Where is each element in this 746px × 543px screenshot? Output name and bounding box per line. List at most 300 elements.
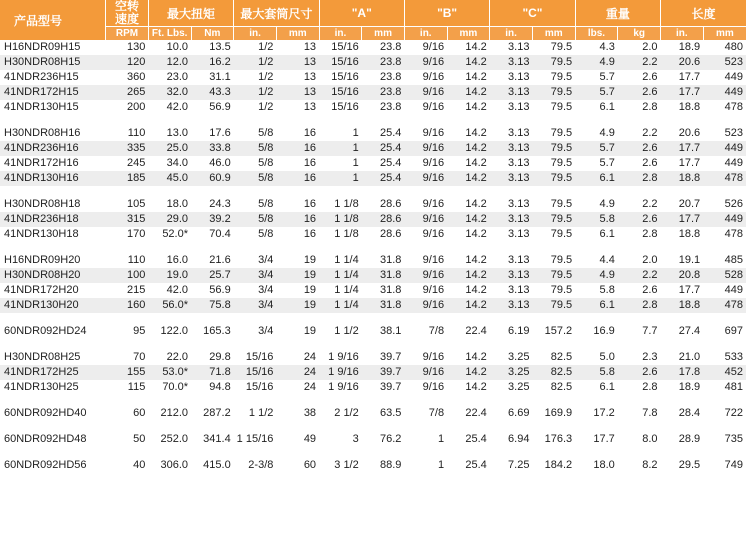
value-cell: 478 bbox=[703, 227, 746, 242]
value-cell: 45.0 bbox=[148, 171, 191, 186]
value-cell: 3.13 bbox=[490, 126, 533, 141]
value-cell: 31.8 bbox=[362, 253, 405, 268]
value-cell: 2.6 bbox=[618, 85, 661, 100]
value-cell: 31.1 bbox=[191, 70, 234, 85]
value-cell: 1 9/16 bbox=[319, 350, 362, 365]
group-spacer-cell bbox=[0, 395, 746, 406]
value-cell: 70 bbox=[106, 350, 149, 365]
value-cell: 6.1 bbox=[575, 171, 618, 186]
value-cell: 212.0 bbox=[148, 406, 191, 421]
value-cell: 5.8 bbox=[575, 212, 618, 227]
value-cell: 25.7 bbox=[191, 268, 234, 283]
value-cell: 82.5 bbox=[532, 380, 575, 395]
value-cell: 9/16 bbox=[404, 55, 447, 70]
model-cell: H16NDR09H15 bbox=[0, 40, 106, 55]
value-cell: 287.2 bbox=[191, 406, 234, 421]
value-cell: 14.2 bbox=[447, 126, 490, 141]
value-cell: 79.5 bbox=[532, 141, 575, 156]
value-cell: 3.13 bbox=[490, 283, 533, 298]
value-cell: 449 bbox=[703, 212, 746, 227]
value-cell: 14.2 bbox=[447, 227, 490, 242]
value-cell: 79.5 bbox=[532, 156, 575, 171]
value-cell: 18.8 bbox=[661, 227, 704, 242]
value-cell: 4.3 bbox=[575, 40, 618, 55]
value-cell: 3.13 bbox=[490, 55, 533, 70]
value-cell: 17.7 bbox=[661, 70, 704, 85]
value-cell: 14.2 bbox=[447, 380, 490, 395]
value-cell: 17.7 bbox=[661, 85, 704, 100]
unit-header: mm bbox=[447, 27, 490, 41]
value-cell: 452 bbox=[703, 365, 746, 380]
value-cell: 19 bbox=[276, 253, 319, 268]
value-cell: 6.69 bbox=[490, 406, 533, 421]
model-cell: 41NDR130H18 bbox=[0, 227, 106, 242]
unit-header: lbs. bbox=[575, 27, 618, 41]
value-cell: 15/16 bbox=[319, 40, 362, 55]
value-cell: 25.4 bbox=[447, 432, 490, 447]
value-cell: 20.8 bbox=[661, 268, 704, 283]
value-cell: 176.3 bbox=[532, 432, 575, 447]
value-cell: 16 bbox=[276, 141, 319, 156]
value-cell: 23.8 bbox=[362, 85, 405, 100]
table-row bbox=[0, 197, 746, 212]
group-spacer bbox=[0, 447, 746, 458]
table-row bbox=[0, 283, 746, 298]
value-cell: 335 bbox=[106, 141, 149, 156]
value-cell: 14.2 bbox=[447, 197, 490, 212]
value-cell: 110 bbox=[106, 253, 149, 268]
table-row bbox=[0, 406, 746, 421]
value-cell: 24 bbox=[276, 365, 319, 380]
table-row bbox=[0, 298, 746, 313]
value-cell: 5.8 bbox=[575, 283, 618, 298]
table-row bbox=[0, 70, 746, 85]
value-cell: 5/8 bbox=[234, 227, 277, 242]
value-cell: 115 bbox=[106, 380, 149, 395]
value-cell: 63.5 bbox=[362, 406, 405, 421]
value-cell: 3.13 bbox=[490, 227, 533, 242]
value-cell: 13.0 bbox=[148, 126, 191, 141]
value-cell: 1 1/8 bbox=[319, 197, 362, 212]
value-cell: 449 bbox=[703, 283, 746, 298]
table-row bbox=[0, 432, 746, 447]
value-cell: 16.9 bbox=[575, 324, 618, 339]
model-cell: 41NDR236H16 bbox=[0, 141, 106, 156]
value-cell: 34.0 bbox=[148, 156, 191, 171]
group-spacer-cell bbox=[0, 447, 746, 458]
value-cell: 23.8 bbox=[362, 55, 405, 70]
value-cell: 15/16 bbox=[319, 55, 362, 70]
value-cell: 1/2 bbox=[234, 40, 277, 55]
value-cell: 15/16 bbox=[234, 365, 277, 380]
model-cell: 41NDR130H15 bbox=[0, 100, 106, 115]
value-cell: 5.8 bbox=[575, 365, 618, 380]
value-cell: 5/8 bbox=[234, 212, 277, 227]
value-cell: 5.7 bbox=[575, 70, 618, 85]
value-cell: 1 1/4 bbox=[319, 298, 362, 313]
value-cell: 40 bbox=[106, 458, 149, 473]
value-cell: 15/16 bbox=[234, 380, 277, 395]
value-cell: 7.25 bbox=[490, 458, 533, 473]
value-cell: 14.2 bbox=[447, 253, 490, 268]
value-cell: 3/4 bbox=[234, 268, 277, 283]
group-spacer-cell bbox=[0, 115, 746, 126]
value-cell: 79.5 bbox=[532, 197, 575, 212]
model-cell: 41NDR236H18 bbox=[0, 212, 106, 227]
value-cell: 46.0 bbox=[191, 156, 234, 171]
value-cell: 18.0 bbox=[575, 458, 618, 473]
value-cell: 15/16 bbox=[319, 100, 362, 115]
value-cell: 20.7 bbox=[661, 197, 704, 212]
value-cell: 13 bbox=[276, 55, 319, 70]
model-cell: 60NDR092HD40 bbox=[0, 406, 106, 421]
value-cell: 2.2 bbox=[618, 55, 661, 70]
value-cell: 3.13 bbox=[490, 212, 533, 227]
table-header bbox=[0, 0, 746, 40]
value-cell: 3.13 bbox=[490, 298, 533, 313]
value-cell: 9/16 bbox=[404, 253, 447, 268]
value-cell: 7/8 bbox=[404, 324, 447, 339]
value-cell: 79.5 bbox=[532, 253, 575, 268]
value-cell: 31.8 bbox=[362, 298, 405, 313]
value-cell: 5/8 bbox=[234, 171, 277, 186]
table-row bbox=[0, 268, 746, 283]
value-cell: 13 bbox=[276, 100, 319, 115]
value-cell: 14.2 bbox=[447, 350, 490, 365]
value-cell: 14.2 bbox=[447, 212, 490, 227]
value-cell: 15/16 bbox=[234, 350, 277, 365]
value-cell: 360 bbox=[106, 70, 149, 85]
unit-header: in. bbox=[319, 27, 362, 41]
model-cell: 60NDR092HD24 bbox=[0, 324, 106, 339]
table-row bbox=[0, 55, 746, 70]
value-cell: 3 bbox=[319, 432, 362, 447]
value-cell: 42.0 bbox=[148, 283, 191, 298]
value-cell: 5/8 bbox=[234, 197, 277, 212]
value-cell: 6.94 bbox=[490, 432, 533, 447]
value-cell: 157.2 bbox=[532, 324, 575, 339]
table-row bbox=[0, 324, 746, 339]
value-cell: 29.8 bbox=[191, 350, 234, 365]
value-cell: 130 bbox=[106, 40, 149, 55]
value-cell: 24 bbox=[276, 380, 319, 395]
value-cell: 105 bbox=[106, 197, 149, 212]
value-cell: 79.5 bbox=[532, 268, 575, 283]
value-cell: 9/16 bbox=[404, 268, 447, 283]
value-cell: 21.0 bbox=[661, 350, 704, 365]
value-cell: 7.8 bbox=[618, 406, 661, 421]
value-cell: 110 bbox=[106, 126, 149, 141]
value-cell: 25.4 bbox=[362, 156, 405, 171]
value-cell: 56.0* bbox=[148, 298, 191, 313]
value-cell: 3.13 bbox=[490, 85, 533, 100]
value-cell: 2.8 bbox=[618, 227, 661, 242]
value-cell: 415.0 bbox=[191, 458, 234, 473]
value-cell: 1 bbox=[319, 141, 362, 156]
value-cell: 1 bbox=[404, 458, 447, 473]
value-cell: 3/4 bbox=[234, 253, 277, 268]
value-cell: 49 bbox=[276, 432, 319, 447]
value-cell: 9/16 bbox=[404, 40, 447, 55]
value-cell: 165.3 bbox=[191, 324, 234, 339]
value-cell: 22.4 bbox=[447, 324, 490, 339]
value-cell: 95 bbox=[106, 324, 149, 339]
value-cell: 79.5 bbox=[532, 85, 575, 100]
value-cell: 306.0 bbox=[148, 458, 191, 473]
header-c: "C" bbox=[490, 0, 575, 27]
value-cell: 15/16 bbox=[319, 70, 362, 85]
value-cell: 79.5 bbox=[532, 100, 575, 115]
value-cell: 22.0 bbox=[148, 350, 191, 365]
value-cell: 200 bbox=[106, 100, 149, 115]
value-cell: 9/16 bbox=[404, 171, 447, 186]
value-cell: 16 bbox=[276, 171, 319, 186]
value-cell: 33.8 bbox=[191, 141, 234, 156]
value-cell: 82.5 bbox=[532, 365, 575, 380]
value-cell: 19.0 bbox=[148, 268, 191, 283]
value-cell: 3 1/2 bbox=[319, 458, 362, 473]
value-cell: 2.6 bbox=[618, 156, 661, 171]
value-cell: 2 1/2 bbox=[319, 406, 362, 421]
header-max-socket: 最大套筒尺寸 bbox=[234, 0, 319, 27]
value-cell: 2.3 bbox=[618, 350, 661, 365]
value-cell: 2.8 bbox=[618, 380, 661, 395]
value-cell: 2.2 bbox=[618, 126, 661, 141]
value-cell: 9/16 bbox=[404, 141, 447, 156]
value-cell: 22.4 bbox=[447, 406, 490, 421]
value-cell: 9/16 bbox=[404, 350, 447, 365]
value-cell: 17.8 bbox=[661, 365, 704, 380]
value-cell: 17.7 bbox=[661, 283, 704, 298]
value-cell: 341.4 bbox=[191, 432, 234, 447]
value-cell: 20.6 bbox=[661, 55, 704, 70]
value-cell: 1 9/16 bbox=[319, 365, 362, 380]
value-cell: 17.7 bbox=[575, 432, 618, 447]
value-cell: 29.5 bbox=[661, 458, 704, 473]
value-cell: 120 bbox=[106, 55, 149, 70]
value-cell: 94.8 bbox=[191, 380, 234, 395]
header-free-speed-line2: 速度 bbox=[115, 12, 140, 26]
value-cell: 1 1/8 bbox=[319, 227, 362, 242]
value-cell: 169.9 bbox=[532, 406, 575, 421]
value-cell: 2.0 bbox=[618, 40, 661, 55]
value-cell: 25.4 bbox=[362, 141, 405, 156]
value-cell: 2.8 bbox=[618, 171, 661, 186]
value-cell: 79.5 bbox=[532, 55, 575, 70]
model-cell: H30NDR08H20 bbox=[0, 268, 106, 283]
value-cell: 13 bbox=[276, 85, 319, 100]
value-cell: 722 bbox=[703, 406, 746, 421]
value-cell: 3.25 bbox=[490, 365, 533, 380]
value-cell: 3.13 bbox=[490, 40, 533, 55]
value-cell: 25.4 bbox=[362, 171, 405, 186]
value-cell: 2.2 bbox=[618, 268, 661, 283]
value-cell: 13.5 bbox=[191, 40, 234, 55]
value-cell: 215 bbox=[106, 283, 149, 298]
value-cell: 1 1/4 bbox=[319, 268, 362, 283]
value-cell: 9/16 bbox=[404, 100, 447, 115]
value-cell: 10.0 bbox=[148, 40, 191, 55]
value-cell: 3.25 bbox=[490, 380, 533, 395]
value-cell: 1 15/16 bbox=[234, 432, 277, 447]
value-cell: 29.0 bbox=[148, 212, 191, 227]
value-cell: 75.8 bbox=[191, 298, 234, 313]
group-spacer-cell bbox=[0, 421, 746, 432]
table-row bbox=[0, 380, 746, 395]
header-max-torque: 最大扭矩 bbox=[148, 0, 233, 27]
value-cell: 1 1/2 bbox=[234, 406, 277, 421]
value-cell: 52.0* bbox=[148, 227, 191, 242]
table-row bbox=[0, 141, 746, 156]
value-cell: 76.2 bbox=[362, 432, 405, 447]
value-cell: 5/8 bbox=[234, 156, 277, 171]
value-cell: 19 bbox=[276, 324, 319, 339]
unit-header: in. bbox=[234, 27, 277, 41]
value-cell: 478 bbox=[703, 100, 746, 115]
header-model: 产品型号 bbox=[0, 0, 106, 40]
value-cell: 3.13 bbox=[490, 156, 533, 171]
value-cell: 100 bbox=[106, 268, 149, 283]
value-cell: 6.1 bbox=[575, 380, 618, 395]
value-cell: 478 bbox=[703, 171, 746, 186]
value-cell: 88.9 bbox=[362, 458, 405, 473]
value-cell: 14.2 bbox=[447, 55, 490, 70]
unit-header: in. bbox=[661, 27, 704, 41]
value-cell: 3.25 bbox=[490, 350, 533, 365]
value-cell: 31.8 bbox=[362, 283, 405, 298]
group-spacer bbox=[0, 115, 746, 126]
value-cell: 2.0 bbox=[618, 253, 661, 268]
value-cell: 39.7 bbox=[362, 350, 405, 365]
value-cell: 449 bbox=[703, 70, 746, 85]
table-row bbox=[0, 40, 746, 55]
value-cell: 3.13 bbox=[490, 141, 533, 156]
value-cell: 1/2 bbox=[234, 85, 277, 100]
table-row bbox=[0, 350, 746, 365]
value-cell: 14.2 bbox=[447, 141, 490, 156]
value-cell: 6.19 bbox=[490, 324, 533, 339]
value-cell: 79.5 bbox=[532, 298, 575, 313]
table-row bbox=[0, 85, 746, 100]
value-cell: 79.5 bbox=[532, 126, 575, 141]
value-cell: 6.1 bbox=[575, 100, 618, 115]
group-spacer bbox=[0, 242, 746, 253]
value-cell: 265 bbox=[106, 85, 149, 100]
value-cell: 14.2 bbox=[447, 283, 490, 298]
value-cell: 14.2 bbox=[447, 40, 490, 55]
value-cell: 28.6 bbox=[362, 197, 405, 212]
value-cell: 3.13 bbox=[490, 100, 533, 115]
model-cell: 41NDR172H20 bbox=[0, 283, 106, 298]
value-cell: 14.2 bbox=[447, 171, 490, 186]
value-cell: 38 bbox=[276, 406, 319, 421]
value-cell: 1 bbox=[319, 171, 362, 186]
value-cell: 1 1/2 bbox=[319, 324, 362, 339]
value-cell: 32.0 bbox=[148, 85, 191, 100]
value-cell: 9/16 bbox=[404, 380, 447, 395]
value-cell: 79.5 bbox=[532, 171, 575, 186]
group-spacer bbox=[0, 186, 746, 197]
value-cell: 9/16 bbox=[404, 156, 447, 171]
value-cell: 21.6 bbox=[191, 253, 234, 268]
unit-header: in. bbox=[490, 27, 533, 41]
table-row bbox=[0, 171, 746, 186]
model-cell: H30NDR08H15 bbox=[0, 55, 106, 70]
value-cell: 7.7 bbox=[618, 324, 661, 339]
value-cell: 17.7 bbox=[661, 156, 704, 171]
value-cell: 23.8 bbox=[362, 70, 405, 85]
value-cell: 449 bbox=[703, 85, 746, 100]
unit-header: in. bbox=[404, 27, 447, 41]
value-cell: 485 bbox=[703, 253, 746, 268]
value-cell: 79.5 bbox=[532, 212, 575, 227]
unit-header: kg bbox=[618, 27, 661, 41]
value-cell: 5.0 bbox=[575, 350, 618, 365]
table-body bbox=[0, 40, 746, 473]
value-cell: 1 bbox=[319, 156, 362, 171]
model-cell: 41NDR172H25 bbox=[0, 365, 106, 380]
table-row bbox=[0, 253, 746, 268]
value-cell: 170 bbox=[106, 227, 149, 242]
model-cell: H30NDR08H25 bbox=[0, 350, 106, 365]
value-cell: 5/8 bbox=[234, 126, 277, 141]
value-cell: 18.8 bbox=[661, 298, 704, 313]
value-cell: 9/16 bbox=[404, 70, 447, 85]
value-cell: 28.9 bbox=[661, 432, 704, 447]
value-cell: 3.13 bbox=[490, 268, 533, 283]
value-cell: 2-3/8 bbox=[234, 458, 277, 473]
value-cell: 39.7 bbox=[362, 380, 405, 395]
value-cell: 449 bbox=[703, 141, 746, 156]
value-cell: 25.0 bbox=[148, 141, 191, 156]
model-cell: 41NDR130H16 bbox=[0, 171, 106, 186]
value-cell: 17.7 bbox=[661, 212, 704, 227]
value-cell: 245 bbox=[106, 156, 149, 171]
value-cell: 79.5 bbox=[532, 227, 575, 242]
value-cell: 526 bbox=[703, 197, 746, 212]
value-cell: 28.6 bbox=[362, 212, 405, 227]
group-spacer-cell bbox=[0, 339, 746, 350]
value-cell: 1 1/4 bbox=[319, 283, 362, 298]
value-cell: 16.2 bbox=[191, 55, 234, 70]
value-cell: 60 bbox=[106, 406, 149, 421]
value-cell: 70.0* bbox=[148, 380, 191, 395]
value-cell: 16 bbox=[276, 227, 319, 242]
value-cell: 38.1 bbox=[362, 324, 405, 339]
value-cell: 8.0 bbox=[618, 432, 661, 447]
value-cell: 1 9/16 bbox=[319, 380, 362, 395]
value-cell: 4.9 bbox=[575, 55, 618, 70]
value-cell: 2.6 bbox=[618, 365, 661, 380]
value-cell: 1/2 bbox=[234, 70, 277, 85]
unit-row bbox=[0, 27, 746, 41]
model-cell: 41NDR130H20 bbox=[0, 298, 106, 313]
value-cell: 4.9 bbox=[575, 126, 618, 141]
value-cell: 23.8 bbox=[362, 100, 405, 115]
value-cell: 697 bbox=[703, 324, 746, 339]
value-cell: 53.0* bbox=[148, 365, 191, 380]
value-cell: 523 bbox=[703, 126, 746, 141]
value-cell: 18.8 bbox=[661, 100, 704, 115]
value-cell: 12.0 bbox=[148, 55, 191, 70]
group-spacer bbox=[0, 395, 746, 406]
group-spacer-cell bbox=[0, 242, 746, 253]
value-cell: 6.1 bbox=[575, 227, 618, 242]
group-spacer bbox=[0, 421, 746, 432]
value-cell: 14.2 bbox=[447, 70, 490, 85]
value-cell: 60.9 bbox=[191, 171, 234, 186]
group-spacer-cell bbox=[0, 186, 746, 197]
